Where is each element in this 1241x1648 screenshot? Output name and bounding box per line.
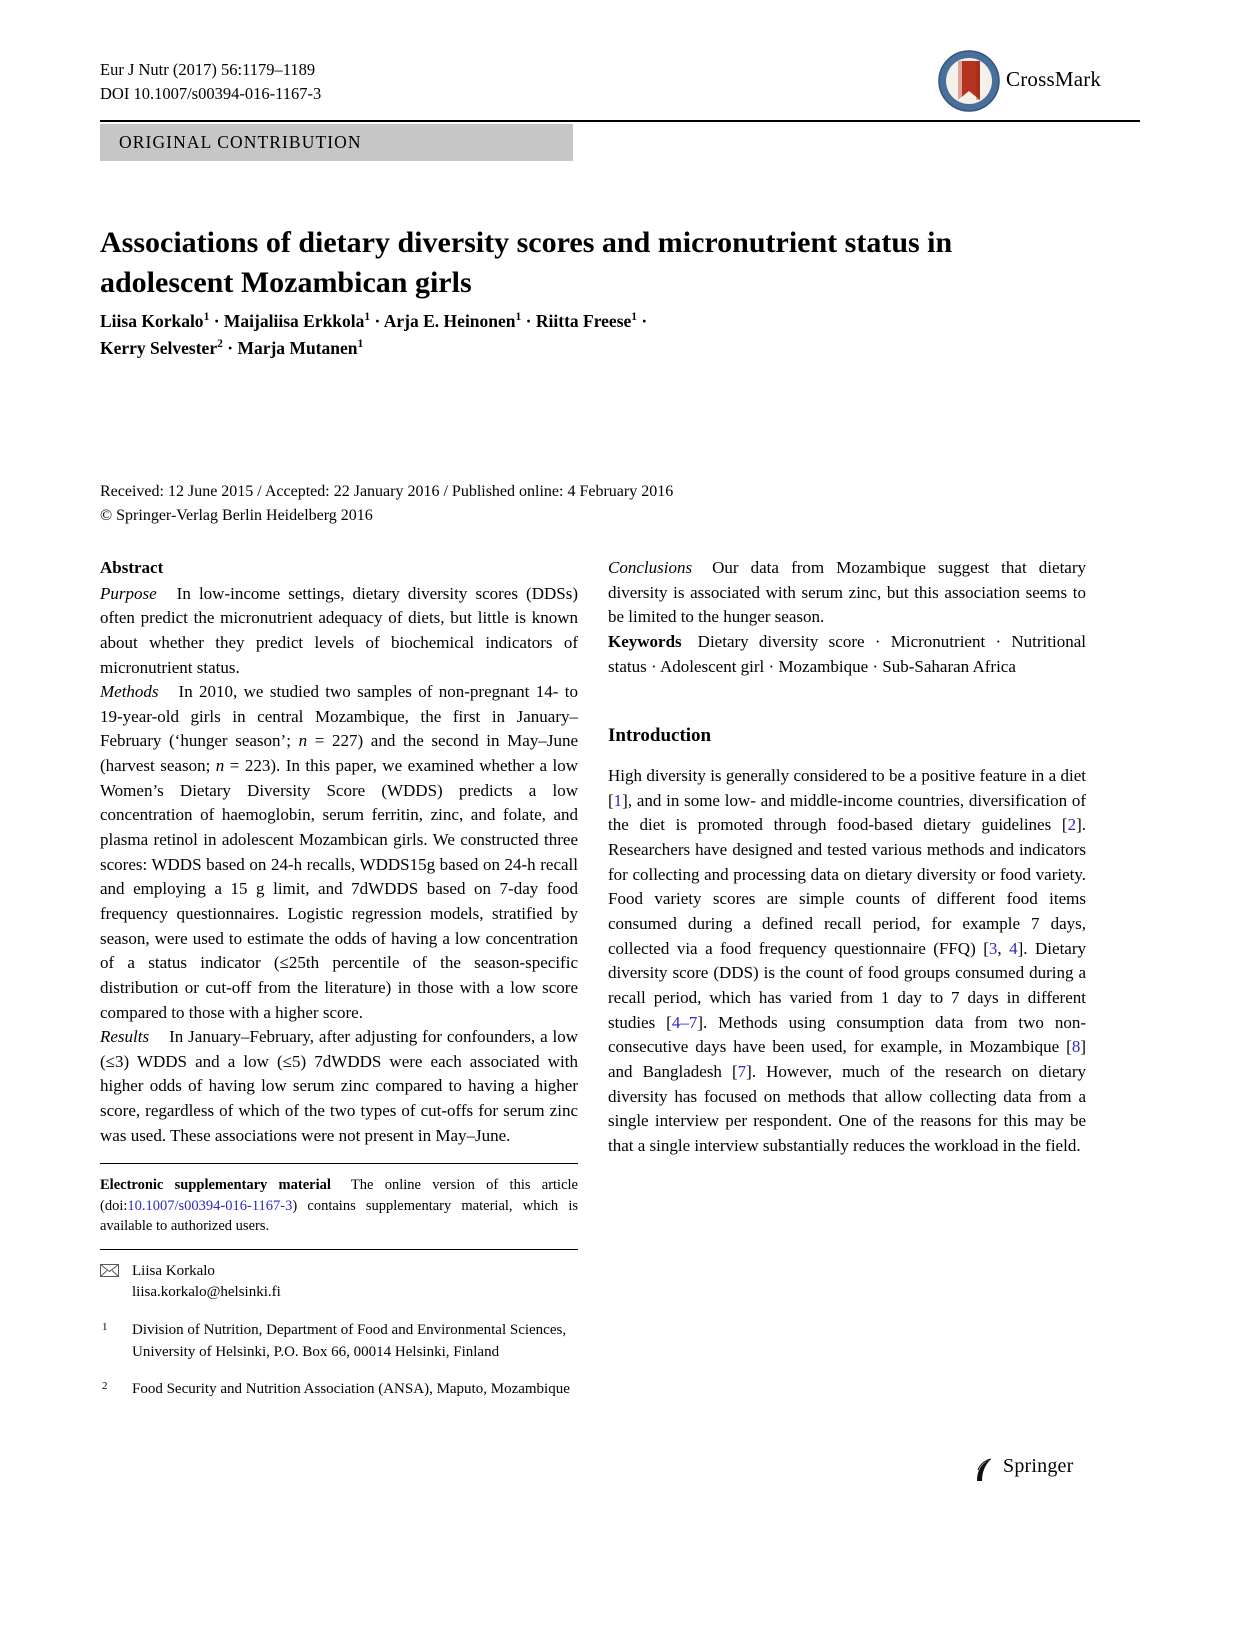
citation-link[interactable]: 4 [1009, 938, 1018, 958]
supplementary-label: Electronic supplementary material [100, 1177, 331, 1193]
abstract-block [100, 556, 578, 1148]
results-text: In January–February, after adjusting for confounders, a low (≤3) WDDS and a low (≤5) 7dWDDS were each associated with higher odds of having low serum zinc compared to having a higher score, regardless of which of the two types of cut-offs for serum zinc was used. These associations were not present in May–June. [100, 1027, 578, 1145]
author-affiliation-marker: 1 [515, 311, 522, 324]
keywords-block [608, 630, 1086, 679]
publisher-name: Springer [1003, 1455, 1074, 1477]
introduction-section [608, 725, 1086, 1158]
affiliation-text: Division of Nutrition, Department of Food and Environmental Sciences, University of Helsinki, P.O. Box 66, 00014 Helsinki, Finland [132, 1322, 567, 1360]
purpose-label: Purpose [100, 583, 157, 603]
author-name: Liisa Korkalo [100, 311, 204, 331]
intro-part-1: High diversity is generally considered to be a positive feature in a diet [ [608, 766, 1086, 810]
citation-link[interactable]: 1 [613, 790, 623, 810]
corresponding-author-email[interactable]: liisa.korkalo@helsinki.fi [132, 1284, 281, 1301]
purpose-text: In low-income settings, dietary diversity scores (DDSs) often predict the micronutrient adequacy of diets, but little is known about whether they predict levels of biochemical indicators of micronutrient status. [100, 583, 578, 677]
left-column [100, 556, 578, 1148]
affiliation-text: Food Security and Nutrition Association (ANSA), Maputo, Mozambique [132, 1380, 570, 1397]
supplementary-text-after: ) contains supplementary material, which is available to authorized users. [100, 1197, 578, 1235]
methods-n2-value: = 223). In this paper, we examined whether a low Women’s Dietary Diversity Score (WDDS) predicts a low concentration of haemoglobin, serum ferritin, zinc, and folate, and plasma retinol in adolescent Mozambican girls. We constructed three scores: WDDS based on 24-h recalls, WDDS15g based on 24-h recall and employing a 15 g limit, and 7dWDDS based on 7-day food frequency questionnaires. Logistic regression models, stratified by season, were used to estimate the odds of having a low concentration of a status indicator (≤25th percentile of the season-specific distribution or cut-off from the literature) in those with a low score compared to those with a higher score. [100, 756, 578, 1022]
author-name: Maijaliisa Erkkola [223, 311, 365, 331]
envelope-icon [100, 1264, 119, 1277]
article-type-label: ORIGINAL CONTRIBUTION [119, 132, 362, 152]
correspondence-divider [100, 1249, 578, 1250]
abstract-conclusions [608, 556, 1086, 630]
results-label: Results [100, 1027, 150, 1047]
author-affiliation-marker: 1 [203, 311, 210, 324]
intro-part-6: ]. Methods using consumption data from two non-consecutive days have been used, for example, in Mozambique [ [608, 1012, 1086, 1057]
abstract-purpose [100, 582, 578, 681]
author-affiliation-marker: 1 [364, 311, 371, 324]
supplementary-note [100, 1175, 578, 1237]
journal-running-head [100, 58, 321, 106]
author-affiliation-marker: 1 [357, 338, 364, 351]
intro-part-3: ]. Researchers have designed and tested various methods and indicators for collecting and processing data on dietary diversity or food variety. Food variety scores are simple counts of different food items consumed during a defined recall period, for example 7 days, collected via a food frequency questionnaire (FFQ) [ [608, 815, 1086, 958]
affiliation-marker: 2 [102, 1379, 108, 1392]
footnote-area [100, 1163, 578, 1400]
right-column [608, 556, 1086, 1175]
citation-link[interactable]: 4–7 [671, 1012, 698, 1032]
sample-n-symbol: n [215, 756, 225, 776]
article-type-banner [100, 124, 573, 161]
intro-part-7: ] and Bangladesh [ [608, 1037, 1086, 1081]
author-affiliation-marker: 1 [631, 311, 638, 324]
supplementary-text-before: The online version of this article (doi: [100, 1177, 578, 1214]
header-divider [100, 120, 1140, 122]
publication-history [100, 480, 673, 528]
abstract-methods [100, 680, 578, 1025]
crossmark-logo-icon [938, 50, 1000, 112]
methods-text-1: In 2010, we studied two samples of non-pregnant 14- to 19-year-old girls in central Mozambique, the first in January–February (‘hunger season’; [100, 682, 578, 751]
citation-link[interactable]: 3 [988, 938, 998, 958]
sample-n-symbol: n [298, 731, 308, 751]
methods-label: Methods [100, 682, 159, 702]
author-name: Marja Mutanen [237, 338, 358, 359]
affiliation-1 [100, 1320, 578, 1363]
springer-logo-icon [973, 1457, 997, 1483]
affiliation-marker: 1 [102, 1321, 108, 1334]
introduction-heading: Introduction [608, 725, 712, 747]
history-dates: Received: 12 June 2015 / Accepted: 22 January 2016 / Published online: 4 February 2016 [100, 483, 674, 500]
author-list: Liisa Korkalo$^1$ · Maijaliisa Erkkola$^1$ · Arja E. Heinonen$^1$ · Riitta Freese$^1$ · Kerry Selvester$^2$ · Marja Mutanen$^1$ [100, 311, 648, 359]
journal-doi: DOI 10.1007/s00394-016-1167-3 [100, 83, 322, 103]
page-title: Associations of dietary diversity scores and micronutrient status in adolescent Mozambican girls [100, 226, 953, 299]
author-name: Kerry Selvester [100, 338, 218, 359]
introduction-paragraph [608, 764, 1086, 1158]
abstract-heading: Abstract [100, 558, 164, 577]
corresponding-author-name: Liisa Korkalo [132, 1262, 215, 1279]
intro-part-5: ]. Dietary diversity score (DDS) is the count of food groups consumed during a recall period, which has varied from 1 day to 7 days in different studies [ [608, 938, 1087, 1032]
author-name: Arja E. Heinonen [383, 311, 516, 331]
intro-part-8: ]. However, much of the research on dietary diversity has focused on methods that allow collecting data from a single interview per respondent. One of the reasons for this may be that a single interview substantially reduces the workload in the field. [608, 1061, 1086, 1155]
author-name: Riitta Freese [535, 311, 632, 331]
crossmark-badge[interactable] [938, 50, 1102, 112]
intro-part-4: , [997, 938, 1010, 958]
conclusions-label: Conclusions [608, 558, 693, 577]
citation-link[interactable]: 8 [1071, 1037, 1081, 1057]
keywords-text: Dietary diversity score · Micronutrient · Nutritional status · Adolescent girl · Mozambique · Sub-Saharan Africa [608, 631, 1086, 676]
crossmark-label: CrossMark [1006, 67, 1102, 91]
methods-n1-value: = 227) and the second in May–June (harvest season; [100, 731, 578, 776]
abstract-continued [608, 556, 1086, 679]
author-affiliation-marker: 2 [217, 338, 223, 351]
abstract-results [100, 1025, 578, 1148]
journal-citation: Eur J Nutr (2017) 56:1179–1189 [100, 60, 316, 79]
intro-part-2: ], and in some low- and middle-income countries, diversification of the diet is promoted through food-based dietary guidelines [ [608, 790, 1086, 835]
corresponding-author [100, 1261, 578, 1305]
keywords-label: Keywords [608, 631, 682, 651]
conclusions-text: Our data from Mozambique suggest that dietary diversity is associated with serum zinc, but this association seems to be limited to the hunger season. [608, 558, 1086, 627]
affiliation-2 [100, 1379, 578, 1400]
citation-link[interactable]: 7 [737, 1061, 747, 1081]
footnote-divider [100, 1163, 578, 1164]
copyright-line: © Springer-Verlag Berlin Heidelberg 2016 [100, 507, 373, 524]
citation-link[interactable]: 2 [1067, 815, 1077, 835]
supplementary-doi-link[interactable]: 10.1007/s00394-016-1167-3 [127, 1197, 293, 1214]
